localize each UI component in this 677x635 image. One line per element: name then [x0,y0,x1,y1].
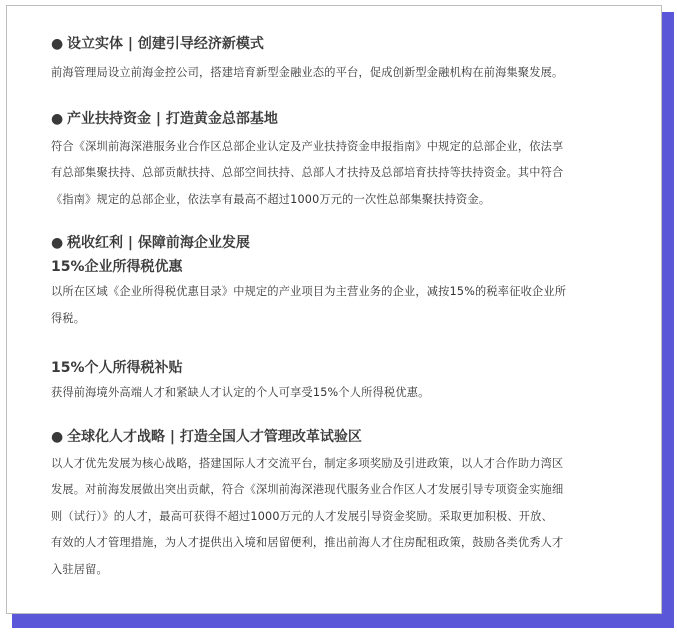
paragraph-line: 则（试行）》的人才，最高可获得不超过1000万元的人才发展引导资金奖励。采取更加积极、开放、 [51,509,553,523]
bullet-icon: ● [51,428,64,445]
section-title: ● 产业扶持资金 | 打造黄金总部基地 [51,110,278,127]
paragraph-line: 有效的人才管理措施，为人才提供出入境和居留便利，推出前海人才住房配租政策，鼓励各类优秀人才 [51,536,564,549]
paragraph-line: 发展。对前海发展做出突出贡献，符合《深圳前海深港现代服务业合作区人才发展引导专项资金实施细 [51,483,564,496]
personal-tax-subtitle: 15%个人所得税补贴 [51,360,183,376]
bullet-icon: ● [51,235,64,251]
paragraph-line: 《指南》规定的总部企业，依法享有最高不超过1000万元的一次性总部集聚扶持资金。 [51,192,491,206]
section-title: ● 全球化人才战略 | 打造全国人才管理改革试验区 [51,428,362,445]
bullet-icon: ● [51,110,64,127]
section-entity [51,34,631,87]
paragraph-line: 得税。 [51,311,86,325]
section-tax [51,233,631,407]
corporate-tax-subtitle: 15%企业所得税优惠 [51,259,183,275]
paragraph-line: 获得前海境外高端人才和紧缺人才认定的个人可享受15%个人所得税优惠。 [51,386,430,399]
section-title: ● 设立实体 | 创建引导经济新模式 [51,36,264,52]
paragraph-line: 有总部集聚扶持、总部贡献扶持、总部空间扶持、总部人才扶持及总部培育扶持等扶持资金。其中符合 [51,166,564,179]
section-industry-funds [51,109,631,214]
paragraph-line: 前海管理局设立前海金控公司，搭建培育新型金融业态的平台，促成创新型金融机构在前海集聚发展。 [51,66,564,79]
section-talent [51,427,631,584]
paragraph-line: 以所在区域《企业所得税优惠目录》中规定的产业项目为主营业务的企业，减按15%的税率征收企业所 [51,285,567,298]
paragraph-line: 入驻居留。 [51,562,108,576]
paragraph-line: 以人才优先发展为核心战略，搭建国际人才交流平台，制定多项奖励及引进政策，以人才合作助力湾区 [51,456,564,470]
bullet-icon: ● [51,36,64,52]
paragraph-line: 符合《深圳前海深港服务业合作区总部企业认定及产业扶持资金申报指南》中规定的总部企业，依法享 [51,139,564,153]
section-title: ● 税收红利 | 保障前海企业发展 [51,235,250,251]
content-card [6,5,662,614]
policy-content [51,34,631,583]
